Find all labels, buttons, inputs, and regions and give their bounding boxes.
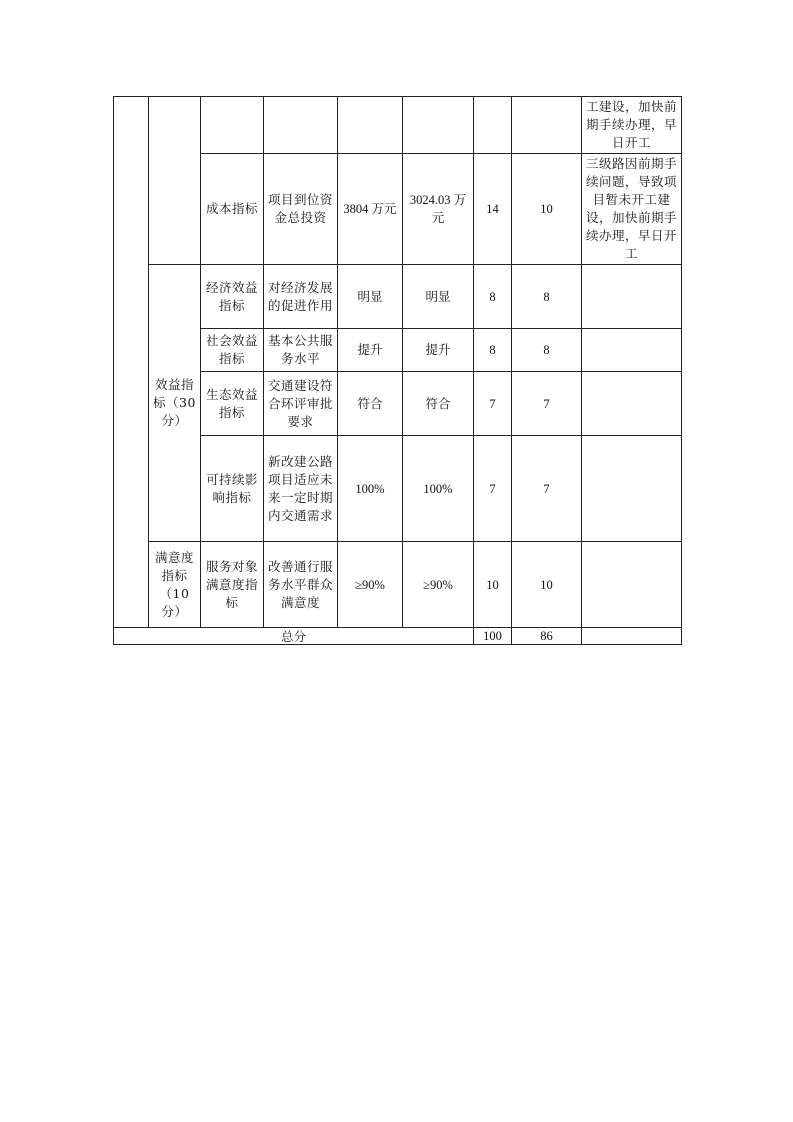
score-cell: 10 xyxy=(512,542,582,628)
third-level-cell: 成本指标 xyxy=(201,154,264,265)
total-note xyxy=(582,628,682,645)
indicator-cell: 基本公共服务水平 xyxy=(264,329,338,372)
first-level-cell xyxy=(114,97,149,628)
third-level-cell: 生态效益指标 xyxy=(201,372,264,436)
weight-cell: 7 xyxy=(474,436,512,542)
indicator-cell: 交通建设符合环评审批要求 xyxy=(264,372,338,436)
actual-cell: 明显 xyxy=(403,265,474,329)
performance-table xyxy=(113,96,682,645)
table-row xyxy=(114,265,682,329)
score-cell: 7 xyxy=(512,372,582,436)
actual-cell: 符合 xyxy=(403,372,474,436)
score-cell: 8 xyxy=(512,329,582,372)
weight-cell xyxy=(474,97,512,154)
score-cell xyxy=(512,97,582,154)
weight-cell: 14 xyxy=(474,154,512,265)
second-level-cell: 满意度指标（10分） xyxy=(149,542,201,628)
actual-cell: 100% xyxy=(403,436,474,542)
indicator-cell: 新改建公路项目适应未来一定时期内交通需求 xyxy=(264,436,338,542)
indicator-cell: 改善通行服务水平群众满意度 xyxy=(264,542,338,628)
table-row xyxy=(114,97,682,154)
note-cell xyxy=(582,372,682,436)
note-cell: 三级路因前期手续问题，导致项目暂未开工建设，加快前期手续办理，早日开工 xyxy=(582,154,682,265)
third-level-cell: 社会效益指标 xyxy=(201,329,264,372)
target-cell: 明显 xyxy=(338,265,403,329)
target-cell: 提升 xyxy=(338,329,403,372)
note-cell xyxy=(582,436,682,542)
weight-cell: 10 xyxy=(474,542,512,628)
third-level-cell: 可持续影响指标 xyxy=(201,436,264,542)
indicator-cell: 项目到位资金总投资 xyxy=(264,154,338,265)
actual-cell: 3024.03 万元 xyxy=(403,154,474,265)
weight-cell: 7 xyxy=(474,372,512,436)
indicator-cell xyxy=(264,97,338,154)
indicator-cell: 对经济发展的促进作用 xyxy=(264,265,338,329)
total-weight: 100 xyxy=(474,628,512,645)
total-score: 86 xyxy=(512,628,582,645)
target-cell: 符合 xyxy=(338,372,403,436)
score-cell: 10 xyxy=(512,154,582,265)
target-cell: 3804 万元 xyxy=(338,154,403,265)
table-row xyxy=(114,542,682,628)
score-cell: 7 xyxy=(512,436,582,542)
third-level-cell: 服务对象满意度指标 xyxy=(201,542,264,628)
second-level-cell: 效益指标（30分） xyxy=(149,265,201,542)
weight-cell: 8 xyxy=(474,329,512,372)
note-cell xyxy=(582,265,682,329)
third-level-cell: 经济效益指标 xyxy=(201,265,264,329)
target-cell xyxy=(338,97,403,154)
second-level-cell xyxy=(149,97,201,265)
score-cell: 8 xyxy=(512,265,582,329)
target-cell: ≥90% xyxy=(338,542,403,628)
target-cell: 100% xyxy=(338,436,403,542)
note-cell xyxy=(582,542,682,628)
note-cell: 工建设，加快前期手续办理，早日开工 xyxy=(582,97,682,154)
total-label: 总分 xyxy=(114,628,474,645)
total-row xyxy=(114,628,682,645)
actual-cell: ≥90% xyxy=(403,542,474,628)
note-cell xyxy=(582,329,682,372)
third-level-cell xyxy=(201,97,264,154)
weight-cell: 8 xyxy=(474,265,512,329)
actual-cell: 提升 xyxy=(403,329,474,372)
actual-cell xyxy=(403,97,474,154)
